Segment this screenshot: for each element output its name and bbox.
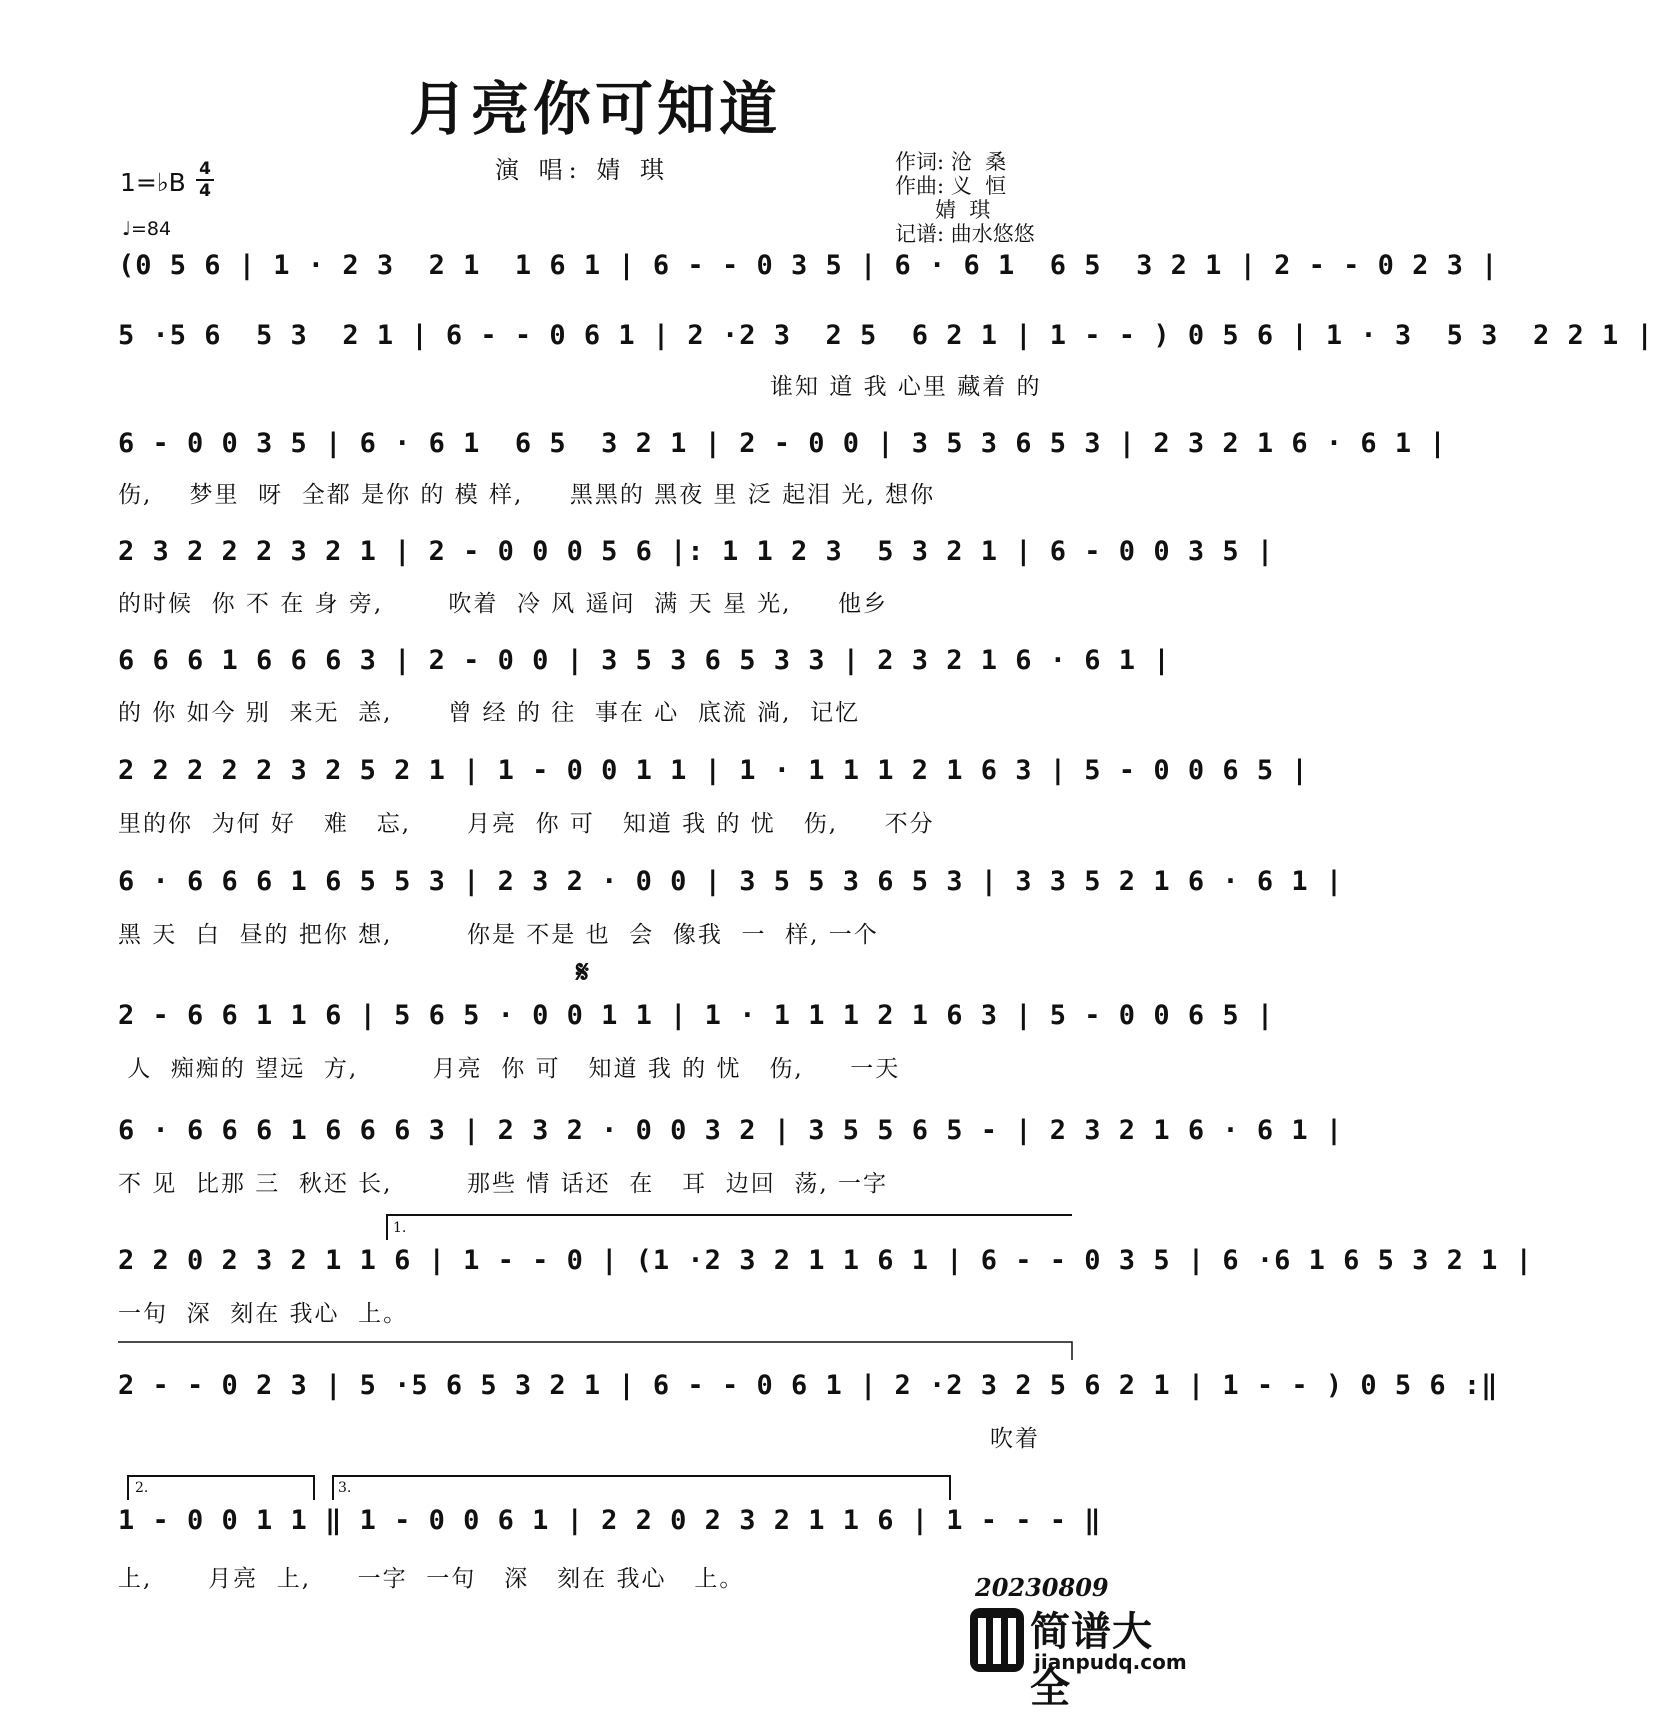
composer-credit: 作曲: 义 恒 (895, 174, 1007, 198)
lyric-row-7: 黑 天 白 昼的 把你 想, 你是 不是 也 会 像我 一 样, 一个 (118, 922, 879, 948)
tempo-marking: ♩=84 (122, 218, 172, 240)
time-signature-bottom: 4 (199, 181, 211, 201)
composer-credit-2: 婧 琪 (895, 198, 991, 222)
segno-sign: 𝄋 (576, 955, 589, 990)
transcription-date: 20230809 (975, 1573, 1109, 1602)
song-title: 月亮你可知道 (408, 75, 781, 143)
notation-row-9: 6 · 6 6 6 1 6 6 6 3 | 2 3 2 · 0 0 3 2 | 3 5 5 6 5 - | 2 3 2 1 6 · 6 1 | (118, 1115, 1344, 1146)
site-logo (968, 1600, 1190, 1712)
site-url: jianpudq.com (1034, 1650, 1187, 1674)
notation-row-3: 6 - 0 0 3 5 | 6 · 6 1 6 5 3 2 1 | 2 - 0 0 | 3 5 3 6 5 3 | 2 3 2 1 6 · 6 1 | (118, 428, 1447, 459)
transcriber-credit: 记谱: 曲水悠悠 (895, 222, 1035, 246)
lyric-row-3: 伤, 梦里 呀 全都 是你 的 模 样, 黑黑的 黑夜 里 泛 起泪 光, 想你 (118, 482, 936, 508)
notation-row-5: 6 6 6 1 6 6 6 3 | 2 - 0 0 | 3 5 3 6 5 3 3 | 2 3 2 1 6 · 6 1 | (118, 645, 1171, 676)
piano-keys-icon (968, 1606, 1028, 1676)
notation-row-12: 1 - 0 0 1 1 ‖ 1 - 0 0 6 1 | 2 2 0 2 3 2 1 1 6 | 1 - - - ‖ (118, 1505, 1102, 1536)
lyric-row-5: 的 你 如今 别 来无 恙, 曾 经 的 往 事在 心 底流 淌, 记忆 (118, 700, 861, 726)
notation-row-2: 5 ·5 6 5 3 2 1 | 6 - - 0 6 1 | 2 ·2 3 2 5 6 2 1 | 1 - - ) 0 5 6 | 1 · 3 5 3 2 2 1 | (118, 320, 1654, 351)
volta-2-label: 2. (135, 1480, 149, 1496)
notation-row-4: 2 3 2 2 2 3 2 1 | 2 - 0 0 0 5 6 |: 1 1 2 3 5 3 2 1 | 6 - 0 0 3 5 | (118, 536, 1275, 567)
lyric-row-8: 人 痴痴的 望远 方, 月亮 你 可 知道 我 的 忧 伤, 一天 (118, 1056, 901, 1082)
lyricist-credit: 作词: 沧 桑 (895, 150, 1007, 174)
lyric-row-2: 谁知 道 我 心里 藏着 的 (770, 374, 1042, 400)
volta-3-label: 3. (338, 1480, 352, 1496)
notation-row-8: 2 - 6 6 1 1 6 | 5 6 5 · 0 0 1 1 | 1 · 1 1 1 2 1 6 3 | 5 - 0 0 6 5 | (118, 1000, 1275, 1031)
lyric-row-9: 不 见 比那 三 秋还 长, 那些 情 话还 在 耳 边回 荡, 一字 (118, 1171, 889, 1197)
notation-row-6: 2 2 2 2 2 3 2 5 2 1 | 1 - 0 0 1 1 | 1 · 1 1 1 2 1 6 3 | 5 - 0 0 6 5 | (118, 755, 1309, 786)
key-signature: 1=♭B (120, 168, 186, 197)
notation-row-7: 6 · 6 6 6 1 6 5 5 3 | 2 3 2 · 0 0 | 3 5 5 3 6 5 3 | 3 3 5 2 1 6 · 6 1 | (118, 866, 1344, 897)
lyric-row-11: 吹着 (990, 1426, 1040, 1452)
notation-row-1: (0 5 6 | 1 · 2 3 2 1 1 6 1 | 6 - - 0 3 5 | 6 · 6 1 6 5 3 2 1 | 2 - - 0 2 3 | (118, 250, 1499, 281)
notation-row-10: 2 2 0 2 3 2 1 1 6 | 1 - - 0 | (1 ·2 3 2 1 1 6 1 | 6 - - 0 3 5 | 6 ·6 1 6 5 3 2 1 | (118, 1245, 1533, 1276)
lyric-row-10: 一句 深 刻在 我心 上。 (118, 1301, 409, 1327)
notation-row-11: 2 - - 0 2 3 | 5 ·5 6 5 3 2 1 | 6 - - 0 6 1 | 2 ·2 3 2 5 6 2 1 | 1 - - ) 0 5 6 :‖ (118, 1370, 1499, 1401)
singer-credit: 演 唱: 婧 琪 (495, 156, 670, 184)
lyric-row-6: 里的你 为何 好 难 忘, 月亮 你 可 知道 我 的 忧 伤, 不分 (118, 811, 935, 837)
lyric-row-4: 的时候 你 不 在 身 旁, 吹着 冷 风 遥问 满 天 星 光, 他乡 (118, 591, 889, 617)
lyric-row-12: 上, 月亮 上, 一字 一句 深 刻在 我心 上。 (118, 1566, 745, 1592)
volta-1-label: 1. (393, 1220, 407, 1236)
time-signature-top: 4 (199, 159, 211, 179)
site-name: 简谱大全 (1030, 1609, 1153, 1712)
